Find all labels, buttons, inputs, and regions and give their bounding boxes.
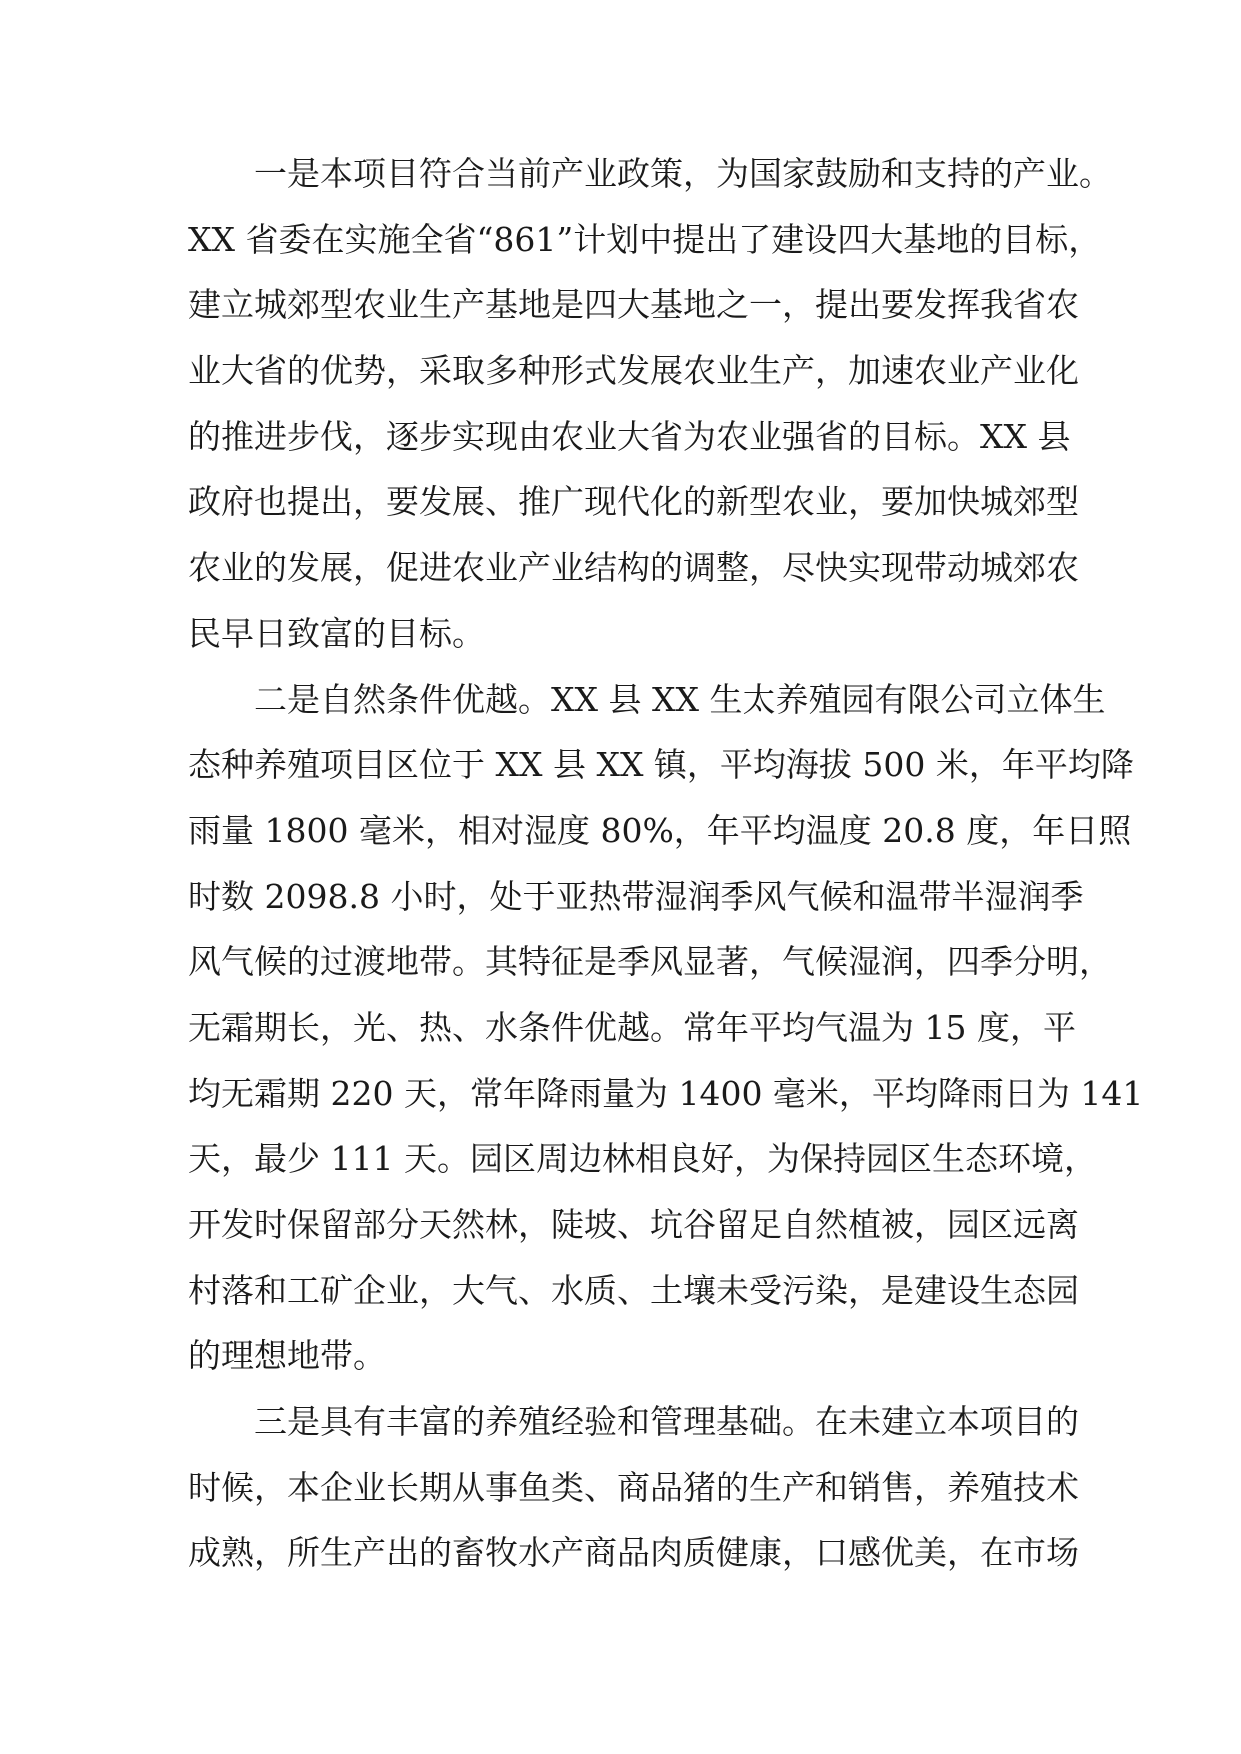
text-line: 政府也提出，要发展、推广现代化的新型农业，要加快城郊型	[188, 482, 1079, 522]
text-line: 态种养殖项目区位于 XX 县 XX 镇，平均海拔 500 米，年平均降	[188, 745, 1134, 785]
text-line: 村落和工矿企业，大气、水质、土壤未受污染，是建设生态园	[188, 1270, 1079, 1310]
text-line: 农业的发展，促进农业产业结构的调整，尽快实现带动城郊农	[188, 548, 1079, 588]
text-line: 时数 2098.8 小时，处于亚热带湿润季风气候和温带半湿润季	[188, 876, 1084, 916]
document-body	[188, 141, 1144, 1586]
text-line: 时候，本企业长期从事鱼类、商品猪的生产和销售，养殖技术	[188, 1467, 1079, 1507]
text-line: 业大省的优势，采取多种形式发展农业生产，加速农业产业化	[188, 351, 1079, 391]
paragraph-2	[188, 667, 1144, 1390]
text-line: 的理想地带。	[188, 1336, 386, 1376]
text-line: 三是具有丰富的养殖经验和管理基础。在未建立本项目的	[254, 1402, 1079, 1442]
text-line: 雨量 1800 毫米，相对湿度 80%，年平均温度 20.8 度，年日照	[188, 810, 1132, 850]
text-line: 成熟，所生产出的畜牧水产商品肉质健康，口感优美，在市场	[188, 1533, 1079, 1573]
text-line: 民早日致富的目标。	[188, 613, 485, 653]
text-line: 无霜期长，光、热、水条件优越。常年平均气温为 15 度，平	[188, 1007, 1076, 1047]
paragraph-1	[188, 141, 1112, 667]
text-line: XX 省委在实施全省“861”计划中提出了建设四大基地的目标，	[188, 219, 1102, 259]
text-line: 天，最少 111 天。园区周边林相良好，为保持园区生态环境，	[188, 1139, 1097, 1179]
text-line: 开发时保留部分天然林，陡坡、坑谷留足自然植被，园区远离	[188, 1205, 1079, 1244]
text-line: 的推进步伐，逐步实现由农业大省为农业强省的目标。XX 县	[188, 416, 1071, 456]
text-line: 均无霜期 220 天，常年降雨量为 1400 毫米，平均降雨日为 141	[188, 1073, 1144, 1113]
text-line: 二是自然条件优越。XX 县 XX 生太养殖园有限公司立体生	[254, 679, 1106, 719]
text-line: 风气候的过渡地带。其特征是季风显著，气候湿润，四季分明，	[188, 942, 1112, 982]
text-line: 一是本项目符合当前产业政策，为国家鼓励和支持的产业。	[254, 154, 1112, 193]
paragraph-3	[188, 1389, 1079, 1586]
text-line: 建立城郊型农业生产基地是四大基地之一，提出要发挥我省农	[188, 285, 1079, 325]
